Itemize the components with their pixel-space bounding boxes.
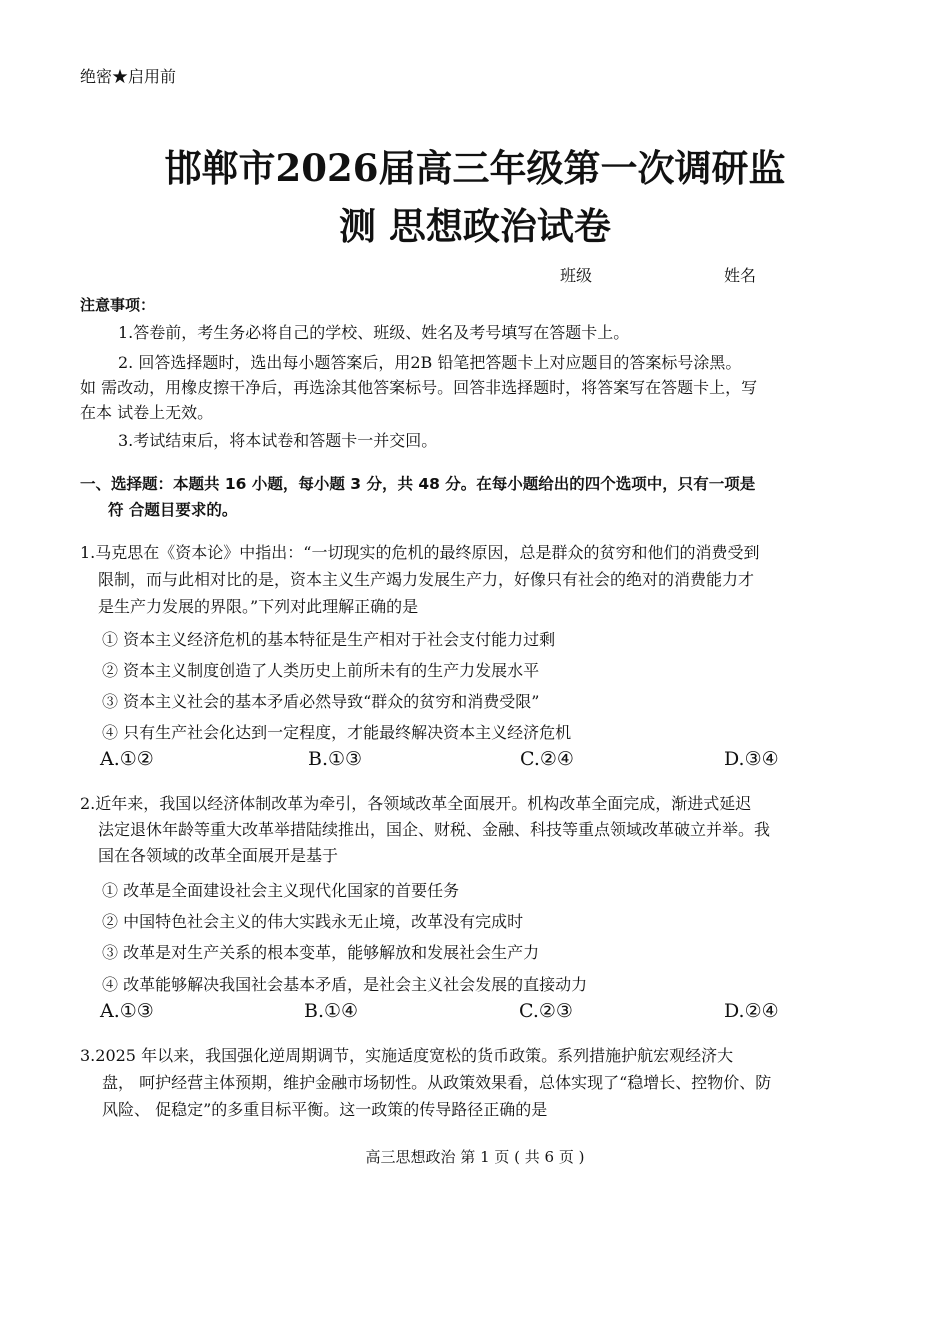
question-1-stem-line3: 是生产力发展的界限。”下列对此理解正确的是 [98, 597, 419, 616]
question-2-option-2: ② 中国特色社会主义的伟大实践永无止境，改革没有完成时 [102, 912, 524, 931]
question-2-stem-line2: 法定退休年龄等重大改革举措陆续推出，国企、财税、金融、科技等重点领域改革破立并举。我 [98, 820, 771, 839]
question-2-answer-a: A.①③ [100, 1000, 154, 1022]
question-1-option-2: ② 资本主义制度创造了人类历史上前所未有的生产力发展水平 [102, 661, 540, 680]
section-heading-line1: 一、选择题：本题共 16 小题，每小题 3 分，共 48 分。在每小题给出的四个选项中，只有一项是 [80, 475, 756, 493]
question-1-option-4: ④ 只有生产社会化达到一定程度，才能最终解决资本主义经济危机 [102, 723, 572, 742]
question-3-stem-line3: 风险、 促稳定”的多重目标平衡。这一政策的传导路径正确的是 [102, 1100, 548, 1119]
notice-item-3: 3.考试结束后，将本试卷和答题卡一并交回。 [118, 431, 438, 450]
question-1-stem-line2: 限制，而与此相对比的是，资本主义生产竭力发展生产力，好像只有社会的绝对的消费能力才 [98, 570, 755, 589]
notice-item-1: 1.答卷前，考生务必将自己的学校、班级、姓名及考号填写在答题卡上。 [118, 323, 630, 342]
question-1-answer-d: D.③④ [724, 748, 779, 770]
question-1-answer-b: B.①③ [308, 748, 363, 770]
question-2-answer-b: B.①④ [304, 1000, 359, 1022]
question-2-stem-line1: 2.近年来，我国以经济体制改革为牵引，各领域改革全面展开。机构改革全面完成，渐进式延迟 [80, 794, 752, 813]
notice-heading: 注意事项： [80, 296, 156, 314]
question-2-option-4: ④ 改革能够解决我国社会基本矛盾，是社会主义社会发展的直接动力 [102, 975, 588, 994]
notice-item-2-line2: 如 需改动，用橡皮擦干净后，再选涂其他答案标号。回答非选择题时，将答案写在答题卡上，写 [80, 378, 758, 397]
exam-title-line1: 邯郸市2026届高三年级第一次调研监 [164, 146, 786, 190]
name-label: 姓名 [724, 266, 757, 285]
question-1-stem-line1: 1.马克思在《资本论》中指出：“一切现实的危机的最终原因，总是群众的贫穷和他们的消费受到 [80, 543, 760, 562]
question-2-answer-c: C.②③ [519, 1000, 573, 1022]
question-1-answer-c: C.②④ [520, 748, 574, 770]
section-heading-line2: 符 合题目要求的。 [108, 501, 238, 519]
question-2-option-1: ① 改革是全面建设社会主义现代化国家的首要任务 [102, 881, 460, 900]
class-label: 班级 [560, 266, 593, 285]
confidential-label: 绝密★启用前 [80, 67, 177, 86]
question-1-option-3: ③ 资本主义社会的基本矛盾必然导致“群众的贫穷和消费受限” [102, 692, 540, 711]
question-3-stem-line1: 3.2025 年以来，我国强化逆周期调节，实施适度宽松的货币政策。系列措施护航宏观经济大 [80, 1046, 734, 1065]
exam-title-line2: 测 思想政治试卷 [339, 204, 611, 248]
question-2-stem-line3: 国在各领域的改革全面展开是基于 [98, 846, 339, 865]
question-2-answer-d: D.②④ [724, 1000, 779, 1022]
notice-item-2-line3: 在本 试卷上无效。 [80, 403, 214, 422]
question-1-answer-a: A.①② [100, 748, 154, 770]
question-1-option-1: ① 资本主义经济危机的基本特征是生产相对于社会支付能力过剩 [102, 630, 556, 649]
question-2-option-3: ③ 改革是对生产关系的根本变革，能够解放和发展社会生产力 [102, 943, 540, 962]
question-3-stem-line2: 盘， 呵护经营主体预期，维护金融市场韧性。从政策效果看，总体实现了“稳增长、控物价、防 [102, 1073, 772, 1092]
notice-item-2-line1: 2. 回答选择题时，选出每小题答案后，用2B 铅笔把答题卡上对应题目的答案标号涂黑。 [118, 353, 742, 372]
page-footer: 高三思想政治 第 1 页 ( 共 6 页 ) [365, 1148, 585, 1166]
